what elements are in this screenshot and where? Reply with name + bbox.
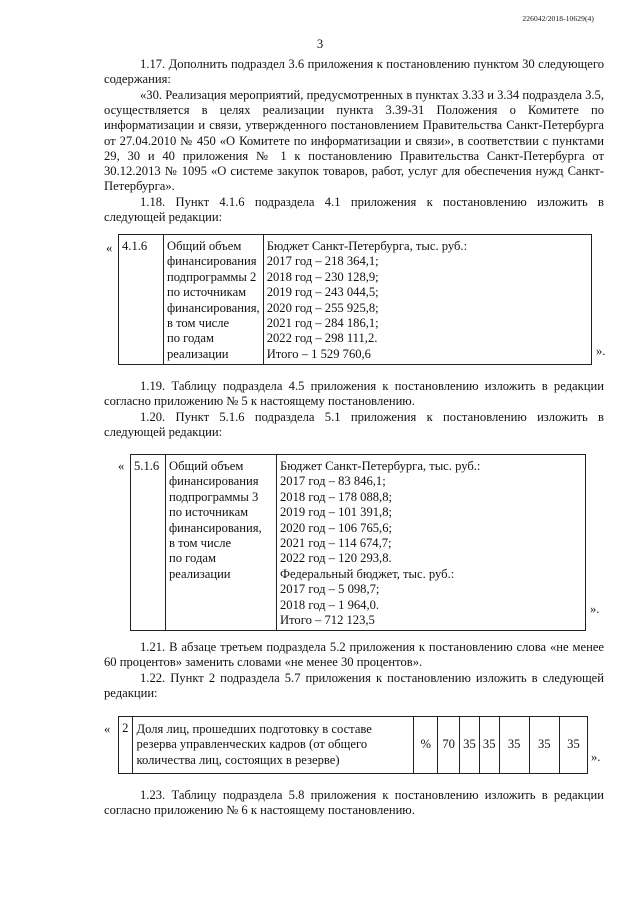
paragraph-1-23 (104, 788, 604, 818)
paragraph-1-19 (104, 379, 604, 409)
table3-open-quote: « (104, 722, 111, 736)
table2-value-line: 2020 год – 106 765,6; (280, 520, 392, 535)
table3-value: 70 (438, 717, 460, 774)
paragraph-1-21-text: 1.21. В абзаце третьем подраздела 5.2 приложения к постановлению слова «не менее 60 процентов» заменить словами «не менее 30 процентов». (104, 640, 604, 670)
paragraph-1-17 (104, 57, 604, 87)
table1-desc-line: в том числе (167, 316, 230, 331)
table3-indicator-text: Доля лиц, прошедших подготовку в составе резерва управленческих кадров (от общего количества лиц, состоящих в резерве) (132, 717, 414, 774)
table3-value: 35 (499, 717, 529, 774)
table2-value-line: Федеральный бюджет, тыс. руб.: (280, 566, 455, 581)
table3-value: 35 (559, 717, 587, 774)
table1-value-line: 2017 год – 218 364,1; (266, 254, 379, 269)
table1-desc-line: финансирования (167, 254, 257, 269)
table2-value-line: 2021 год – 114 674,7; (280, 536, 392, 551)
table1-description (164, 235, 264, 365)
table1-open-quote: « (106, 241, 113, 255)
paragraph-1-20 (104, 410, 604, 440)
table3-value: 35 (479, 717, 499, 774)
table1-desc-line: подпрограммы 2 (167, 269, 257, 284)
table2-desc-line: по источникам (169, 505, 249, 520)
table2-value-line: 2019 год – 101 391,8; (280, 505, 392, 520)
table-5-7-item-2 (118, 716, 588, 774)
table3-value: 35 (529, 717, 559, 774)
table1-value-line: Бюджет Санкт-Петербурга, тыс. руб.: (266, 239, 468, 253)
paragraph-1-18 (104, 195, 604, 225)
table2-value-line: 2022 год – 120 293,8. (280, 551, 392, 566)
table3-value: 35 (460, 717, 480, 774)
table1-close-quote: ». (596, 344, 606, 358)
table2-desc-line: финансирования, (169, 520, 262, 535)
table-row (119, 235, 592, 365)
table3-unit: % (414, 717, 438, 774)
paragraph-1-22 (104, 671, 604, 701)
table2-value-line: 2017 год – 5 098,7; (280, 582, 380, 597)
table-5-1-6 (130, 454, 586, 631)
table3-close-quote: ». (591, 750, 601, 764)
table2-desc-line: реализации (169, 566, 231, 581)
table2-desc-line: Общий объем (169, 459, 244, 473)
paragraph-1-19-text: 1.19. Таблицу подраздела 4.5 приложения к постановлению изложить в редакции согласно приложению № 5 к настоящему постановлению. (104, 379, 604, 409)
table2-value-line: 2017 год – 83 846,1; (280, 474, 386, 489)
paragraph-1-18-text: 1.18. Пункт 4.1.6 подраздела 4.1 приложения к постановлению изложить в следующей редакции: (104, 195, 604, 225)
table1-desc-line: финансирования, (167, 300, 260, 315)
table2-value-line: Бюджет Санкт-Петербурга, тыс. руб.: (280, 459, 481, 473)
paragraph-30-text: «30. Реализация мероприятий, предусмотренных в пунктах 3.33 и 3.34 подраздела 3.5, осуществляется в целях реализации пункта 3.39-31 Положения о Комитете по информатизации и связи, утвержденного постановлением Правительства Санкт-Петербурга от 27.04.2010 № 450 «О Комитете по информатизации и связи», в соответствии с пунктами 29, 30 и 40 приложения № 1 к постановлению Правительства Санкт-Петербурга от 30.12.2013 № 1095 «О системе закупок товаров, работ, услуг для обеспечения нужд Санкт-Петербурга». (104, 88, 604, 194)
paragraph-1-17-text: 1.17. Дополнить подраздел 3.6 приложения к постановлению пунктом 30 следующего содержания: (104, 57, 604, 87)
table1-value-line: Итого – 1 529 760,6 (266, 346, 371, 361)
table1-value-line: 2022 год – 298 111,2. (266, 331, 378, 346)
table1-item-number: 4.1.6 (119, 235, 164, 365)
table1-value-line: 2021 год – 284 186,1; (266, 316, 379, 331)
table2-open-quote: « (118, 459, 125, 473)
paragraph-1-23-text: 1.23. Таблицу подраздела 5.8 приложения к постановлению изложить в редакции согласно приложению № 6 к настоящему постановлению. (104, 788, 604, 818)
table2-item-number: 5.1.6 (131, 455, 166, 631)
table2-value-line: 2018 год – 1 964,0. (280, 597, 380, 612)
table1-value-line: 2018 год – 230 128,9; (266, 269, 379, 284)
paragraph-1-21 (104, 640, 604, 670)
table2-desc-line: в том числе (169, 536, 232, 551)
table2-desc-line: подпрограммы 3 (169, 489, 259, 504)
table2-values (277, 455, 586, 631)
table2-description (166, 455, 277, 631)
table-4-1-6 (118, 234, 592, 365)
table3-item-number: 2 (119, 717, 133, 774)
document-id: 226042/2018-10629(4) (522, 14, 594, 23)
page-number: 3 (316, 37, 324, 51)
table2-value-line: 2018 год – 178 088,8; (280, 489, 392, 504)
table2-desc-line: по годам (169, 551, 216, 566)
table1-desc-line: по источникам (167, 285, 247, 300)
table2-desc-line: финансирования (169, 474, 259, 489)
paragraph-1-22-text: 1.22. Пункт 2 подраздела 5.7 приложения к постановлению изложить в следующей редакции: (104, 671, 604, 701)
table1-value-line: 2019 год – 243 044,5; (266, 285, 379, 300)
table1-desc-line: Общий объем (167, 239, 242, 253)
paragraph-30 (104, 88, 604, 194)
table1-desc-line: реализации (167, 346, 229, 361)
table-row (131, 455, 586, 631)
table1-values (263, 235, 591, 365)
paragraph-1-20-text: 1.20. Пункт 5.1.6 подраздела 5.1 приложения к постановлению изложить в следующей редакции: (104, 410, 604, 440)
table2-close-quote: ». (590, 602, 600, 616)
table2-value-line: Итого – 712 123,5 (280, 613, 375, 628)
table1-desc-line: по годам (167, 331, 214, 346)
table1-value-line: 2020 год – 255 925,8; (266, 300, 379, 315)
table-row (119, 717, 588, 774)
